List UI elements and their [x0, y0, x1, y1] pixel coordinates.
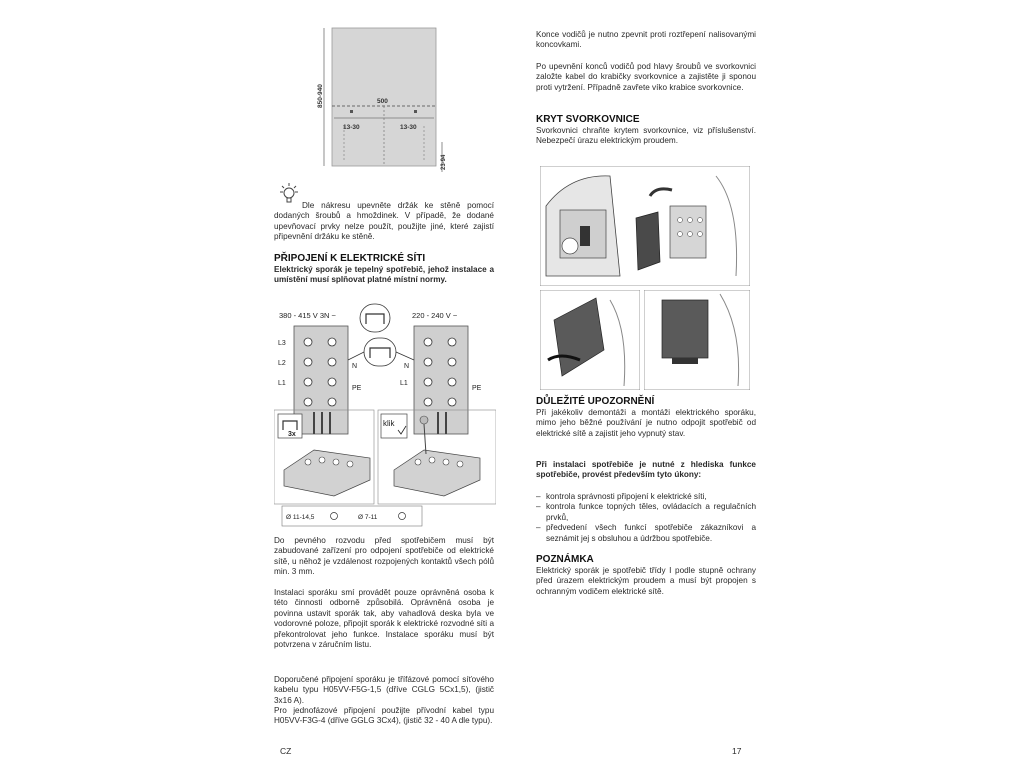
- terminal-N-3phase: N: [352, 363, 358, 370]
- terminal-PE-1phase: PE: [472, 385, 482, 392]
- dim-13-30-left: 13-30: [343, 124, 360, 131]
- para-installation: Instalaci sporáku smí provádět pouze oprávněná osoba k této činnosti odborně způsobilá. Oprávněná osoba je povinna ustavit sporák tak, aby vahadlová deska byla ve vodorovné poloze, připojit sporák k elektrické rozvodné síti a překontrolovat jeho funkce. Instalace sporáku musí být potvrzena v záručním listu.: [274, 588, 494, 650]
- terminal-L1-1phase: L1: [400, 380, 408, 387]
- label-1-phase: 220 - 240 V ~: [412, 311, 458, 320]
- cable-diameter-1: Ø 11-14,5: [286, 514, 315, 521]
- terminal-L3: L3: [278, 340, 286, 347]
- section-important-text: Při jakékoliv demontáži a montáži elektrického sporáku, mimo jeho běžné používání je nutno odpojit spotřebič od elektrické sítě a zajistit jeho vypnutý stav.: [536, 408, 756, 438]
- para-three-phase: Doporučené připojení sporáku je třífázové pomocí síťového kabelu typu H05VV-F5G-1,5 (dříve CGLG 5Cx1,5), (jistič 3x16 A).: [274, 675, 494, 705]
- label-klik: klik: [383, 419, 395, 428]
- section-terminal-cover-text: Svorkovnici chraňte krytem svorkovnice, viz příslušenství. Nebezpečí úrazu elektrickým proudem.: [536, 126, 756, 146]
- terminal-PE-3phase: PE: [352, 385, 362, 392]
- checklist-item: – kontrola správnosti připojení k elektrické síti,: [536, 492, 756, 502]
- para-single-phase: Pro jednofázové připojení použijte přívodní kabel typu H05VV-F3G-4 (dříve GGLG 3Cx4), (jistič 32 - 40 A dle typu).: [274, 706, 494, 726]
- terminal-cover-illustration-right: [644, 290, 750, 390]
- terminal-cover-illustration-left: [540, 290, 640, 390]
- terminal-L2: L2: [278, 360, 286, 367]
- footer-page-number: 17: [732, 746, 742, 756]
- section-title-important: DŮLEŽITÉ UPOZORNĚNÍ: [536, 396, 655, 407]
- terminal-cover-illustration-top: [540, 166, 750, 286]
- section-connection-intro: Elektrický sporák je tepelný spotřebič, jehož instalace a umístění musí splňovat platné místní normy.: [274, 265, 494, 285]
- label-3x: 3x: [288, 431, 296, 438]
- section-title-connection: PŘIPOJENÍ K ELEKTRICKÉ SÍTI: [274, 253, 426, 264]
- terminal-N-1phase: N: [404, 363, 410, 370]
- dim-850-940: 850-940: [317, 84, 324, 108]
- checklist-item: – kontrola funkce topných těles, ovládacích a regulačních prvků,: [536, 502, 756, 523]
- para-wire-ends: Konce vodičů je nutno zpevnit proti roztřepení nalisovanými koncovkami.: [536, 30, 756, 50]
- mounting-bracket-diagram: [314, 22, 454, 182]
- section-title-note: POZNÁMKA: [536, 554, 594, 565]
- dim-500: 500: [377, 98, 388, 105]
- terminal-L1-3phase: L1: [278, 380, 286, 387]
- section-important-bold: Při instalaci spotřebiče je nutné z hlediska funkce spotřebiče, provést především tyto úkony:: [536, 460, 756, 480]
- para-cable-fixing: Po upevnění konců vodičů pod hlavy šroubů ve svorkovnici založte kabel do krabičky svorkovnice a zajistěte ji sponou proti vytržení. Případně zavřete víko krabice svorkovnice.: [536, 62, 756, 92]
- dim-13-30-right: 13-30: [400, 124, 417, 131]
- checklist: [536, 492, 756, 544]
- section-note-text: Elektrický sporák je spotřebič třídy I podle stupně ochrany před úrazem elektrickým proudem a musí být propojen s ochranným vodičem elektrické sítě.: [536, 566, 756, 596]
- cable-diameter-2: Ø 7-11: [358, 514, 378, 521]
- label-3-phase: 380 - 415 V 3N ~: [279, 311, 336, 320]
- footer-language: CZ: [280, 746, 292, 756]
- wiring-diagram: [274, 300, 496, 530]
- dim-23-94: 23-94: [441, 154, 447, 170]
- para-disconnect-device: Do pevného rozvodu před spotřebičem musí být zabudované zařízení pro odpojení spotřebiče od elektrické sítě, u něhož je vzdálenost rozpojených kontaktů všech pólů min. 3 mm.: [274, 536, 494, 577]
- checklist-item: – předvedení všech funkcí spotřebiče zákazníkovi a seznámit jej s obsluhou a údržbou spotřebiče.: [536, 523, 756, 544]
- tip-text: Dle nákresu upevněte držák ke stěně pomocí dodaných šroubů a hmoždinek. V případě, že dodané upevňovací prvky nelze použít, použijte jiné, které zajistí připevnění držáku ke stěně.: [274, 201, 494, 242]
- section-title-terminal-cover: KRYT SVORKOVNICE: [536, 114, 640, 125]
